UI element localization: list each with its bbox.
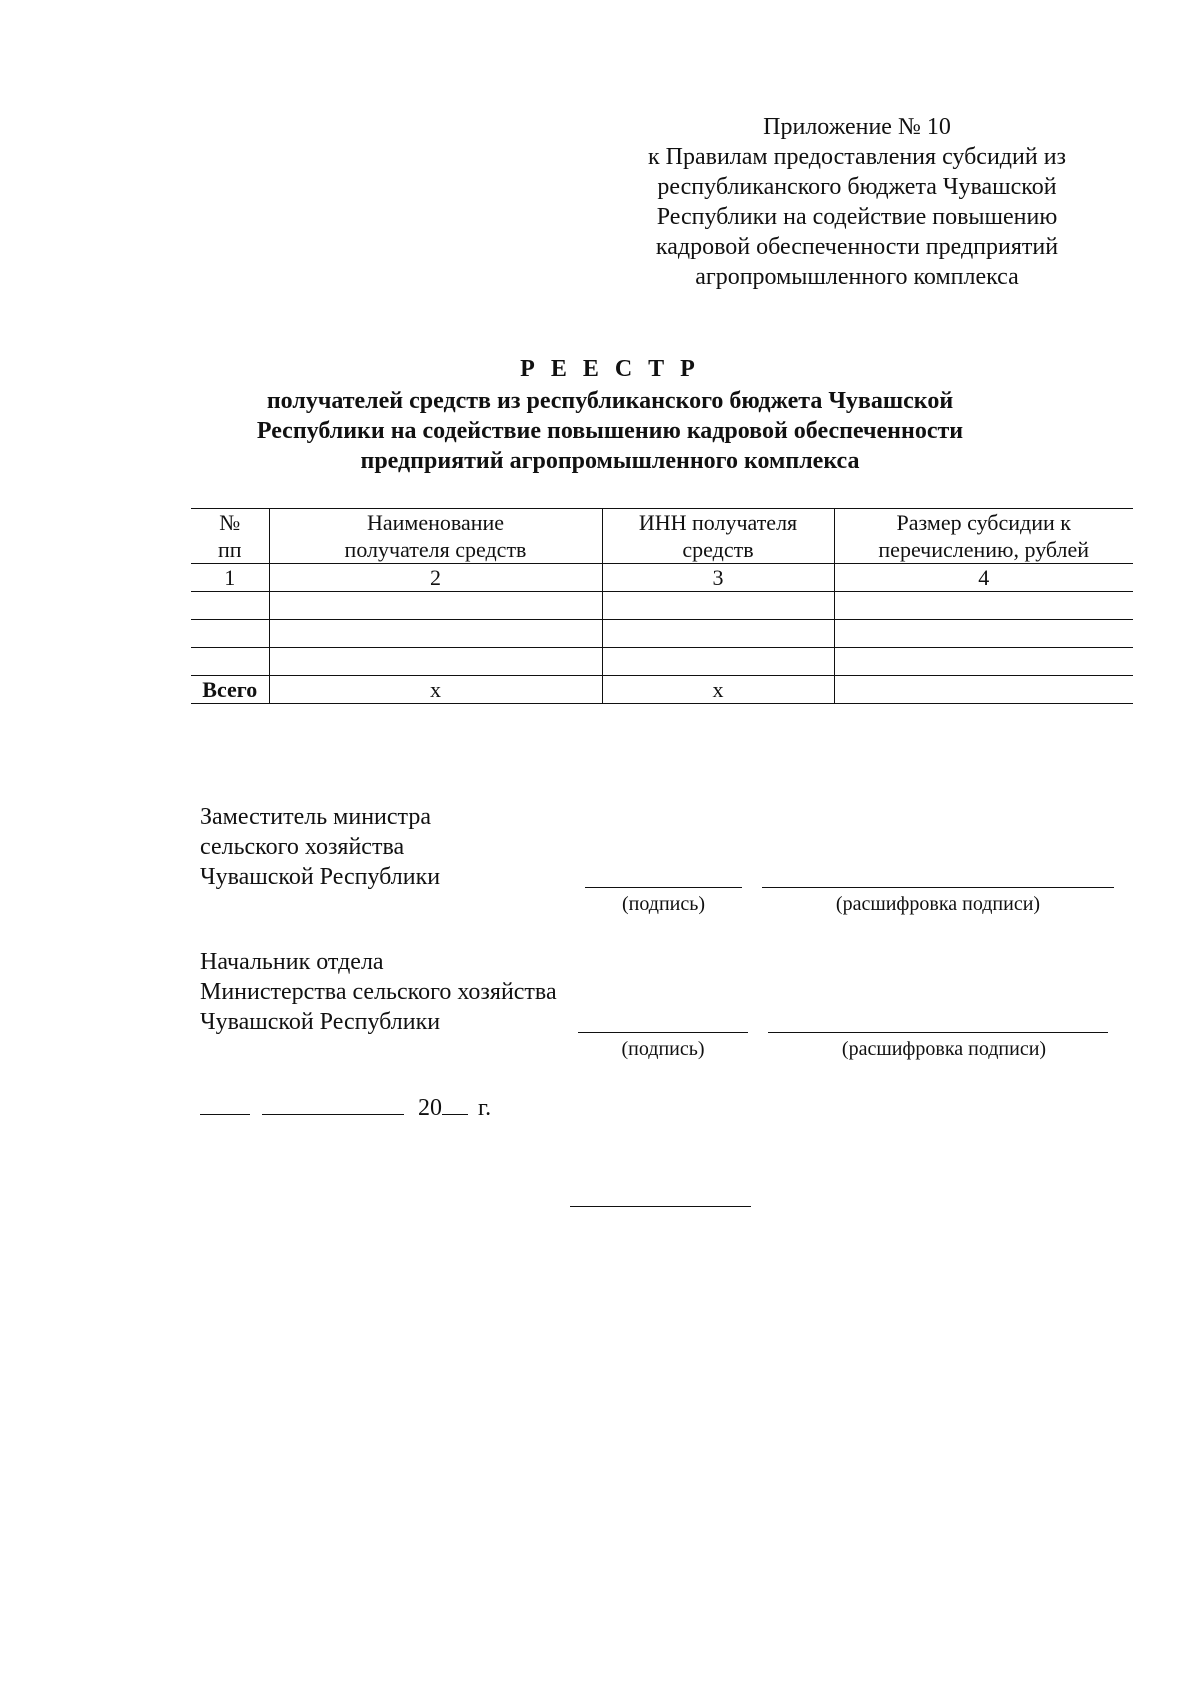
date-line bbox=[200, 1092, 491, 1122]
column-number: 3 bbox=[602, 564, 834, 592]
date-month-blank[interactable] bbox=[262, 1092, 404, 1115]
total-cell-amount[interactable] bbox=[834, 676, 1133, 704]
registry-table bbox=[191, 508, 1133, 704]
title-line: получателей средств из республиканского бюджета Чувашской bbox=[266, 388, 954, 414]
table-cell[interactable] bbox=[602, 648, 834, 676]
appendix-line: республиканского бюджета Чувашской bbox=[657, 174, 1057, 200]
signature-block-department-head bbox=[200, 947, 557, 1037]
table-cell[interactable] bbox=[269, 592, 602, 620]
table-cell[interactable] bbox=[191, 620, 269, 648]
closing-separator-line bbox=[570, 1206, 751, 1207]
table-cell[interactable] bbox=[269, 620, 602, 648]
signature-block-deputy-minister bbox=[200, 802, 440, 892]
header-cell-number: № пп bbox=[191, 509, 269, 564]
appendix-header bbox=[622, 112, 1092, 292]
table-cell[interactable] bbox=[191, 592, 269, 620]
table-cell[interactable] bbox=[602, 592, 834, 620]
position-line: Начальник отдела bbox=[200, 949, 384, 975]
total-cell-inn: х bbox=[602, 676, 834, 704]
total-label: Всего bbox=[191, 676, 269, 704]
table-cell[interactable] bbox=[834, 648, 1133, 676]
position-line: Чувашской Республики bbox=[200, 1009, 441, 1035]
table-row bbox=[191, 620, 1133, 648]
date-year-blank[interactable] bbox=[442, 1092, 468, 1115]
date-year-suffix: г. bbox=[478, 1095, 492, 1121]
document-title bbox=[180, 354, 1040, 476]
title-line: предприятий агропромышленного комплекса bbox=[360, 448, 860, 474]
table-cell[interactable] bbox=[834, 620, 1133, 648]
header-cell-name: Наименование получателя средств bbox=[269, 509, 602, 564]
position-line: Заместитель министра bbox=[200, 804, 431, 830]
appendix-line: кадровой обеспеченности предприятий bbox=[655, 234, 1059, 260]
table-cell[interactable] bbox=[269, 648, 602, 676]
appendix-line: Приложение № 10 bbox=[763, 114, 951, 140]
signature-caption: (подпись) bbox=[621, 893, 706, 915]
column-number: 1 bbox=[191, 564, 269, 592]
header-cell-inn: ИНН получателя средств bbox=[602, 509, 834, 564]
column-number-row bbox=[191, 564, 1133, 592]
appendix-line: Республики на содействие повышению bbox=[656, 204, 1058, 230]
table-cell[interactable] bbox=[834, 592, 1133, 620]
signature-decryption-line[interactable] bbox=[768, 1032, 1108, 1033]
appendix-line: агропромышленного комплекса bbox=[695, 264, 1019, 290]
date-year-prefix: 20 bbox=[418, 1095, 442, 1121]
table-cell[interactable] bbox=[602, 620, 834, 648]
position-line: Чувашской Республики bbox=[200, 864, 441, 890]
date-day-blank[interactable] bbox=[200, 1092, 250, 1115]
signature-decryption-line[interactable] bbox=[762, 887, 1114, 888]
column-number: 2 bbox=[269, 564, 602, 592]
position-line: Министерства сельского хозяйства bbox=[200, 979, 557, 1005]
position-line: сельского хозяйства bbox=[200, 834, 405, 860]
column-number: 4 bbox=[834, 564, 1133, 592]
header-cell-amount: Размер субсидии к перечислению, рублей bbox=[834, 509, 1133, 564]
total-cell-name: х bbox=[269, 676, 602, 704]
table-cell[interactable] bbox=[191, 648, 269, 676]
total-row bbox=[191, 676, 1133, 704]
table-row bbox=[191, 648, 1133, 676]
decryption-caption: (расшифровка подписи) bbox=[841, 1038, 1047, 1060]
signature-line[interactable] bbox=[578, 1032, 748, 1033]
signature-line[interactable] bbox=[585, 887, 742, 888]
decryption-caption: (расшифровка подписи) bbox=[835, 893, 1041, 915]
table-header-row bbox=[191, 509, 1133, 564]
signature-caption: (подпись) bbox=[621, 1038, 705, 1060]
table-row bbox=[191, 592, 1133, 620]
title-heading: Р Е Е С Т Р bbox=[520, 356, 700, 382]
title-line: Республики на содействие повышению кадровой обеспеченности bbox=[256, 418, 964, 444]
appendix-line: к Правилам предоставления субсидий из bbox=[647, 144, 1067, 170]
